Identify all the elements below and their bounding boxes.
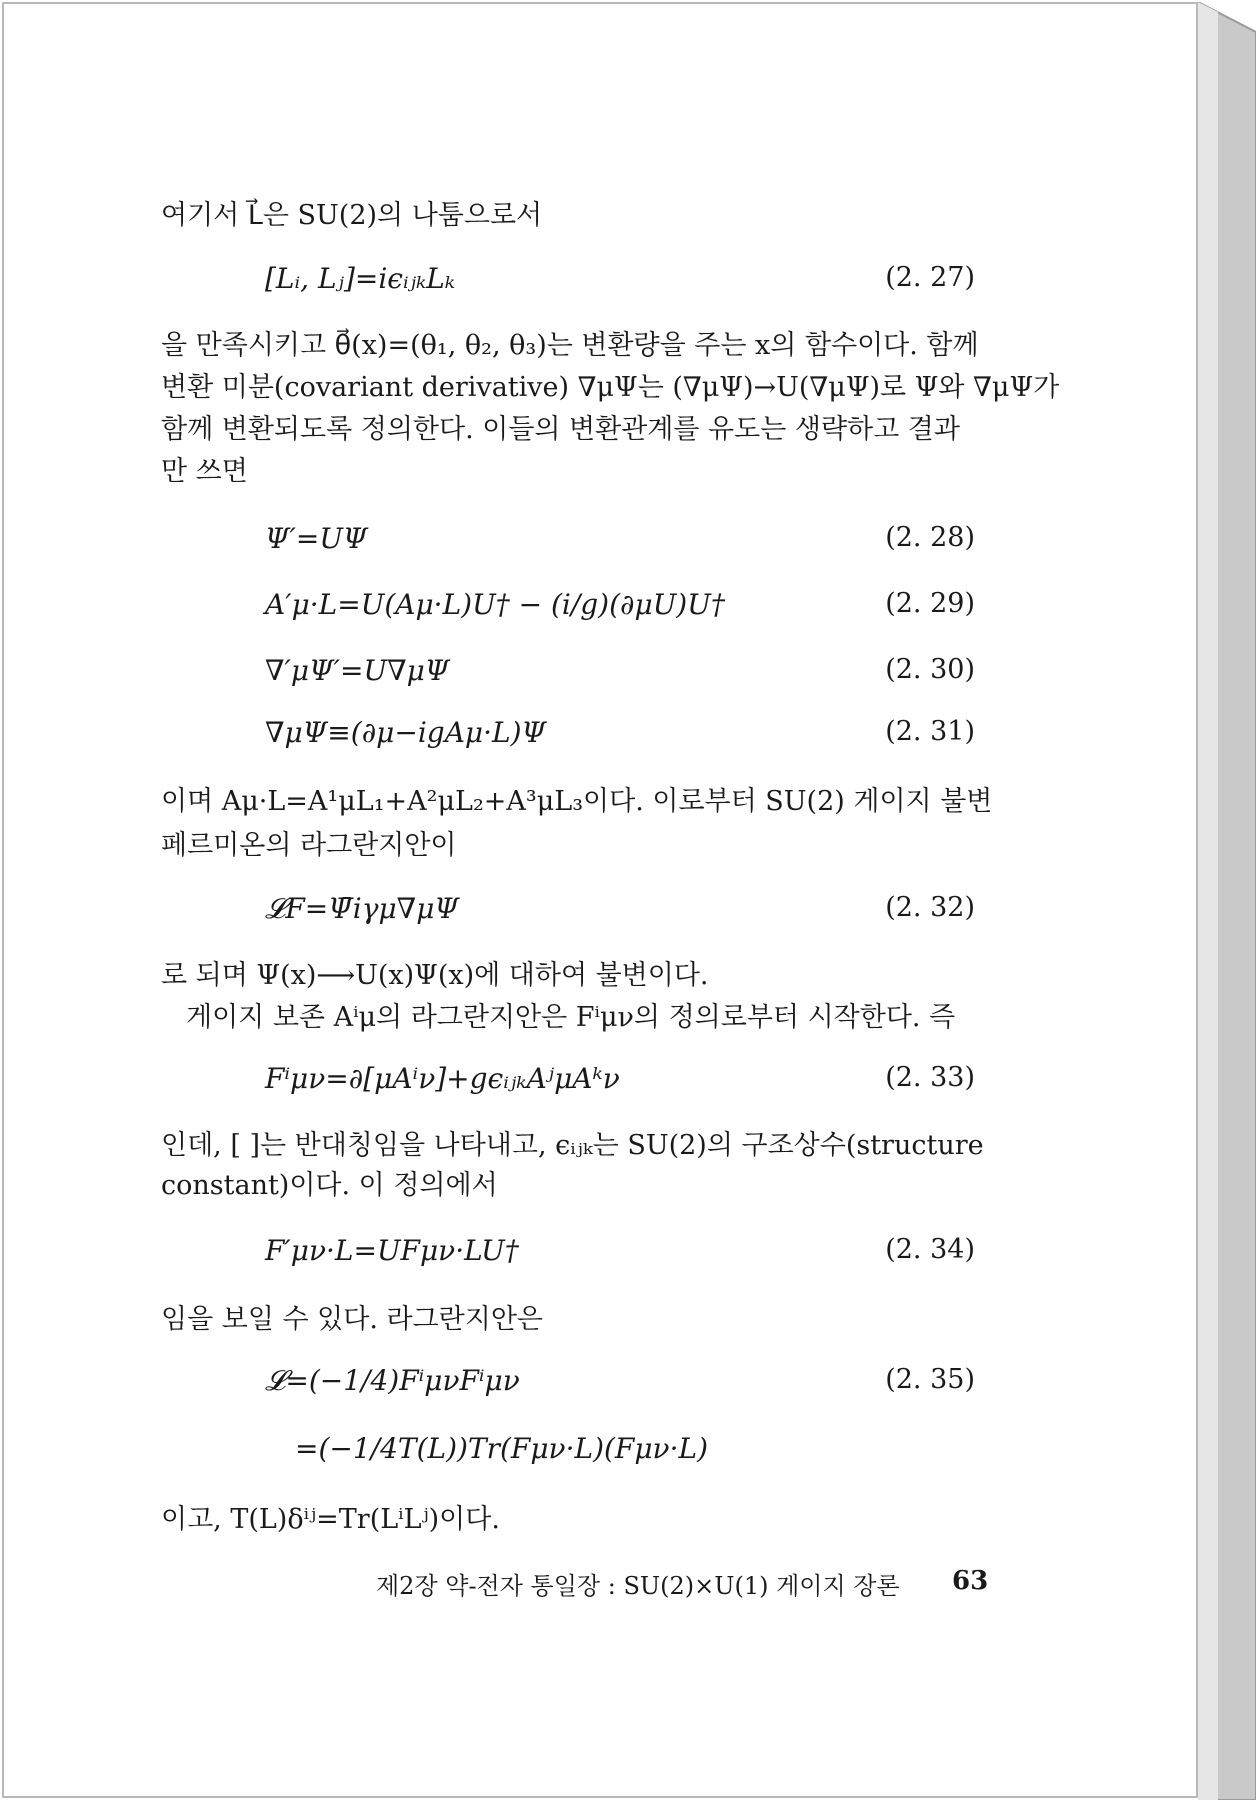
equation-number-2-34: (2. 34) (885, 1234, 975, 1265)
equation-number-2-29: (2. 29) (885, 588, 975, 619)
equation-2-27: [Lᵢ, Lⱼ]=iϵᵢⱼₖLₖ (265, 262, 456, 295)
equation-2-29: A′μ·L=U(Aμ·L)U† − (i/g)(∂μU)U† (265, 588, 725, 621)
intro-line: 여기서 L⃗은 SU(2)의 나툼으로서 (161, 200, 543, 231)
page-edge-shadow (1198, 2, 1256, 1800)
equation-number-2-33: (2. 33) (885, 1062, 975, 1093)
equation-number-2-35: (2. 35) (885, 1364, 975, 1395)
equation-number-2-31: (2. 31) (885, 716, 975, 747)
paragraph-line: 함께 변환되도록 정의한다. 이들의 변환관계를 유도는 생략하고 결과 (161, 414, 960, 445)
equation-2-32: 𝓛F=Ψ̄iγμ∇μΨ (265, 892, 459, 925)
equation-number-2-27: (2. 27) (885, 262, 975, 293)
paragraph-line: 이고, T(L)δⁱʲ=Tr(LⁱLʲ)이다. (161, 1504, 500, 1535)
paragraph-line: 을 만족시키고 θ⃗(x)=(θ₁, θ₂, θ₃)는 변환량을 주는 x의 함수이다. 함께 (161, 330, 979, 361)
paragraph-line: 인데, [ ]는 반대칭임을 나타내고, ϵᵢⱼₖ는 SU(2)의 구조상수(structure (161, 1130, 984, 1161)
paragraph-line: 로 되며 Ψ(x)⟶U(x)Ψ(x)에 대하여 불변이다. (161, 960, 709, 991)
paragraph-line: 게이지 보존 Aⁱμ의 라그란지안은 Fⁱμν의 정의로부터 시작한다. 즉 (186, 1002, 956, 1033)
equation-number-2-32: (2. 32) (885, 892, 975, 923)
equation-number-2-30: (2. 30) (885, 654, 975, 685)
equation-2-34: F′μν·L=UFμν·LU† (265, 1234, 519, 1267)
equation-2-35-continuation: =(−1/4T(L))Tr(Fμν·L)(Fμν·L) (295, 1432, 708, 1465)
paragraph-line: 페르미온의 라그란지안이 (161, 830, 457, 861)
page-number: 63 (952, 1566, 989, 1596)
paragraph-line: 이며 Aμ·L=A¹μL₁+A²μL₂+A³μL₃이다. 이로부터 SU(2) 게이지 불변 (161, 786, 993, 817)
paragraph-line: constant)이다. 이 정의에서 (161, 1170, 498, 1201)
running-footer: 제2장 약-전자 통일장 : SU(2)×U(1) 게이지 장론 (376, 1572, 900, 1600)
paragraph-line: 임을 보일 수 있다. 라그란지안은 (161, 1304, 543, 1335)
paragraph-line: 변환 미분(covariant derivative) ∇μΨ는 (∇μΨ)→U(∇μΨ)로 Ψ와 ∇μΨ가 (161, 372, 1060, 403)
equation-2-33: Fⁱμν=∂[μAⁱν]+gϵᵢⱼₖAʲμAᵏν (265, 1062, 620, 1095)
equation-2-35: 𝓛=(−1/4)FⁱμνFⁱμν (265, 1364, 520, 1397)
paragraph-line: 만 쓰면 (161, 456, 248, 487)
equation-2-31: ∇μΨ≡(∂μ−igAμ·L)Ψ (265, 716, 547, 749)
equation-2-30: ∇′μΨ′=U∇μΨ (265, 654, 450, 687)
equation-2-28: Ψ′=UΨ (265, 522, 368, 555)
equation-number-2-28: (2. 28) (885, 522, 975, 553)
